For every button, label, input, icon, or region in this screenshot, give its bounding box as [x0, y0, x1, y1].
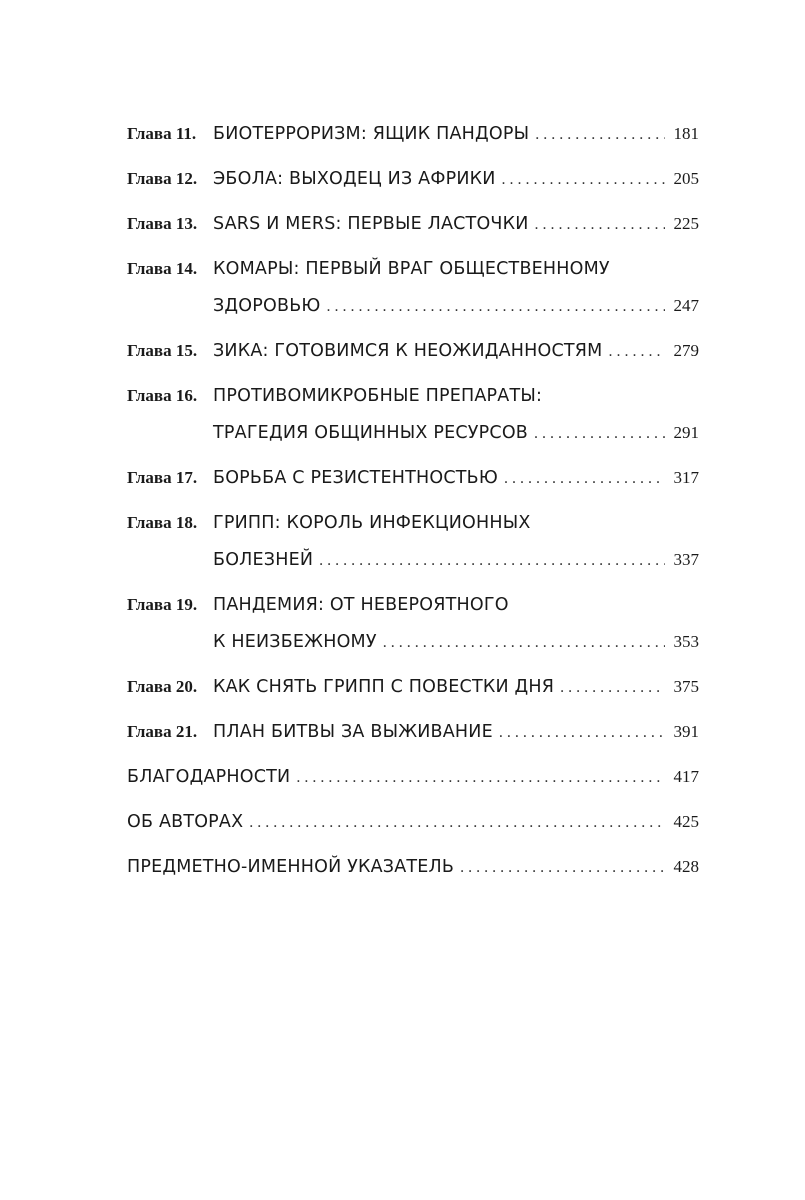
chapter-label: Глава 16. — [127, 386, 198, 405]
chapter-title-line-1: КОМАРЫ: ПЕРВЫЙ ВРАГ ОБЩЕСТВЕННОМУ — [213, 259, 610, 279]
chapter-title-line-2: ТРАГЕДИЯ ОБЩИННЫХ РЕСУРСОВ — [213, 423, 528, 443]
page-number: 205 — [673, 169, 699, 188]
chapter-title-line-1: ПРОТИВОМИКРОБНЫЕ ПРЕПАРАТЫ: — [213, 386, 543, 406]
dot-leader — [502, 166, 665, 194]
chapter-title-line-2: БОЛЕЗНЕЙ — [213, 550, 314, 570]
dot-leader — [504, 465, 665, 493]
page-number: 417 — [673, 767, 699, 786]
toc-entry-chapter-18 — [127, 509, 699, 574]
chapter-title: ЭБОЛА: ВЫХОДЕЦ ИЗ АФРИКИ — [213, 169, 496, 189]
chapter-label: Глава 13. — [127, 214, 198, 233]
chapter-title: ПЛАН БИТВЫ ЗА ВЫЖИВАНИЕ — [213, 722, 493, 742]
chapter-title-line-2: К НЕИЗБЕЖНОМУ — [213, 632, 377, 652]
section-title: ПРЕДМЕТНО-ИМЕННОЙ УКАЗАТЕЛЬ — [127, 857, 455, 877]
page-number: 428 — [673, 857, 699, 876]
chapter-title: SARS И MERS: ПЕРВЫЕ ЛАСТОЧКИ — [213, 214, 529, 234]
dot-leader — [560, 674, 665, 702]
chapter-title: БИОТЕРРОРИЗМ: ЯЩИК ПАНДОРЫ — [213, 124, 530, 144]
dot-leader — [499, 719, 665, 747]
page-number: 353 — [673, 632, 699, 651]
toc-entry-acknowledgements — [127, 763, 699, 791]
dot-leader — [535, 121, 665, 149]
page-number: 247 — [673, 296, 699, 315]
toc-entry-chapter-21 — [127, 718, 699, 746]
page-number: 317 — [673, 468, 699, 487]
toc-entry-chapter-13 — [127, 210, 699, 238]
page-number: 425 — [673, 812, 699, 831]
dot-leader — [535, 211, 665, 239]
chapter-label: Глава 21. — [127, 722, 198, 741]
chapter-title-line-1: ГРИПП: КОРОЛЬ ИНФЕКЦИОННЫХ — [213, 513, 531, 533]
table-of-contents — [127, 120, 699, 898]
toc-entry-chapter-14 — [127, 255, 699, 320]
dot-leader — [319, 547, 665, 575]
chapter-label: Глава 18. — [127, 513, 198, 532]
page-number: 225 — [673, 214, 699, 233]
section-title: БЛАГОДАРНОСТИ — [127, 767, 291, 787]
toc-entry-about-authors — [127, 808, 699, 836]
chapter-title-line-1: ПАНДЕМИЯ: ОТ НЕВЕРОЯТНОГО — [213, 595, 509, 615]
toc-entry-index — [127, 853, 699, 881]
toc-entry-chapter-19 — [127, 591, 699, 656]
page-number: 375 — [673, 677, 699, 696]
dot-leader — [460, 854, 665, 882]
chapter-label: Глава 11. — [127, 124, 197, 143]
dot-leader — [327, 293, 666, 321]
dot-leader — [608, 338, 665, 366]
page-number: 181 — [673, 124, 699, 143]
dot-leader — [383, 629, 665, 657]
toc-entry-chapter-11 — [127, 120, 699, 148]
dot-leader — [296, 764, 665, 792]
chapter-label: Глава 17. — [127, 468, 198, 487]
page-number: 337 — [673, 550, 699, 569]
chapter-label: Глава 20. — [127, 677, 198, 696]
chapter-label: Глава 19. — [127, 595, 198, 614]
toc-entry-chapter-20 — [127, 673, 699, 701]
toc-entry-chapter-15 — [127, 337, 699, 365]
chapter-label: Глава 15. — [127, 341, 198, 360]
page-number: 391 — [673, 722, 699, 741]
chapter-title: КАК СНЯТЬ ГРИПП С ПОВЕСТКИ ДНЯ — [213, 677, 555, 697]
dot-leader — [534, 420, 665, 448]
toc-entry-chapter-12 — [127, 165, 699, 193]
section-title: ОБ АВТОРАХ — [127, 812, 244, 832]
page-number: 279 — [673, 341, 699, 360]
page-number: 291 — [673, 423, 699, 442]
chapter-label: Глава 12. — [127, 169, 198, 188]
dot-leader — [249, 809, 665, 837]
chapter-label: Глава 14. — [127, 259, 198, 278]
chapter-title: БОРЬБА С РЕЗИСТЕНТНОСТЬЮ — [213, 468, 498, 488]
chapter-title: ЗИКА: ГОТОВИМСЯ К НЕОЖИДАННОСТЯМ — [213, 341, 603, 361]
toc-entry-chapter-16 — [127, 382, 699, 447]
toc-entry-chapter-17 — [127, 464, 699, 492]
chapter-title-line-2: ЗДОРОВЬЮ — [213, 296, 321, 316]
